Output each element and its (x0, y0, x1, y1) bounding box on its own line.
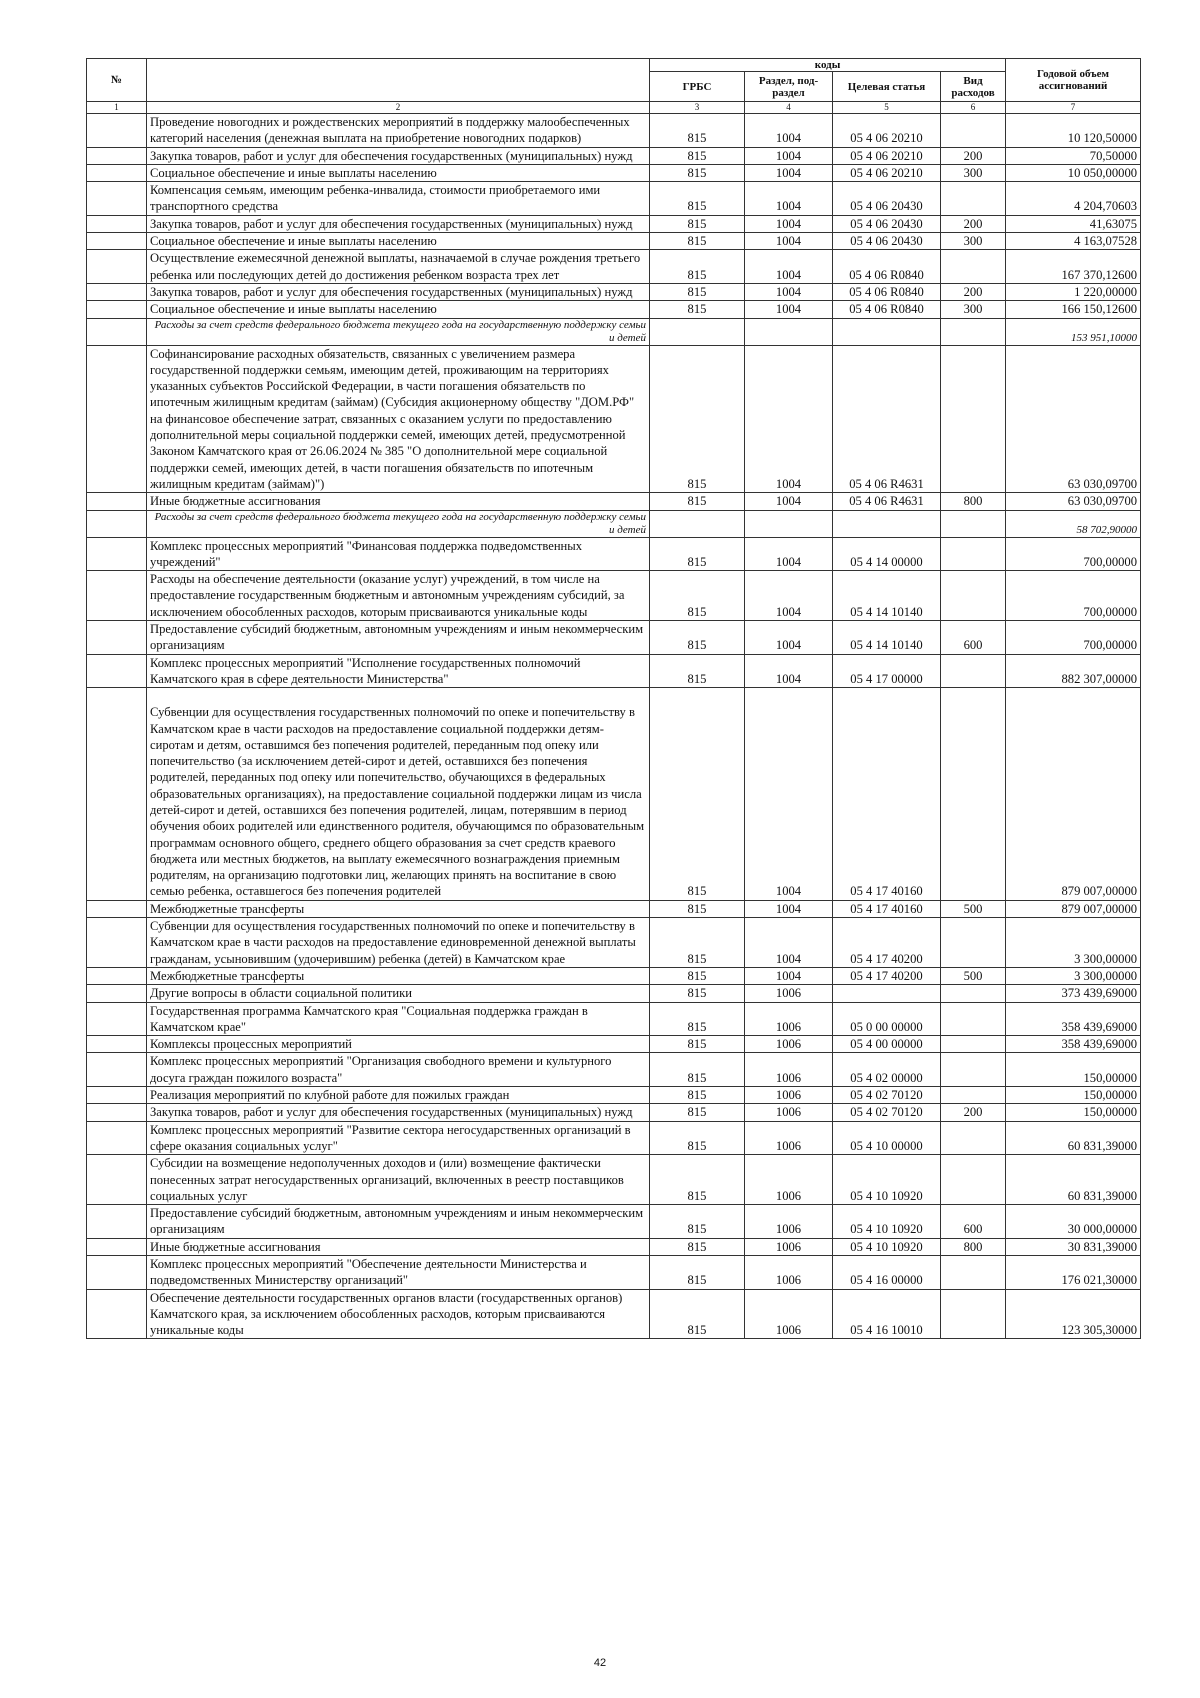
description-cell: Софинансирование расходных обязательств, связанных с увеличением размера государственной поддержки семьям, имеющим детей, проживающим на территориях указанных субъектов Российской Федерации, в части погашения обязательств по ипотечным жилищным кредитам (займам) (Субсидия акционерному обществу "ДОМ.РФ" на финансовое обеспечение затрат, связанных с оказанием услуги по предоставлению дополнительной меры социальной поддержки семей, имеющих детей, предусмотренной Законом Камчатского края от 26.06.2024 № 385 "О дополнительной мере социальной поддержки семей, имеющих детей, в части погашения обязательств по ипотечным жилищным кредитам (займам)") (147, 345, 650, 493)
expense-kind-cell (941, 1155, 1006, 1205)
description-cell: Комплекс процессных мероприятий "Финансовая поддержка подведомственных учреждений" (147, 537, 650, 571)
section-cell: 1004 (745, 493, 833, 510)
description-cell: Закупка товаров, работ и услуг для обеспечения государственных (муниципальных) нужд (147, 147, 650, 164)
row-number-cell (87, 1205, 147, 1239)
expense-kind-cell (941, 985, 1006, 1002)
section-cell: 1004 (745, 654, 833, 688)
description-cell: Расходы на обеспечение деятельности (оказание услуг) учреждений, в том числе на предоставление государственным бюджетным и автономным учреждениям субсидий, за исключением обособленных расходов, которым присваиваются уникальные коды (147, 571, 650, 621)
grbs-cell: 815 (650, 1256, 745, 1290)
grbs-cell: 815 (650, 1205, 745, 1239)
amount-cell: 373 439,69000 (1006, 985, 1141, 1002)
table-row (87, 621, 1141, 655)
amount-cell: 879 007,00000 (1006, 688, 1141, 901)
expense-kind-cell (941, 918, 1006, 968)
amount-cell: 4 204,70603 (1006, 182, 1141, 216)
amount-cell: 882 307,00000 (1006, 654, 1141, 688)
section-cell: 1004 (745, 182, 833, 216)
description-cell: Межбюджетные трансферты (147, 967, 650, 984)
grbs-cell: 815 (650, 537, 745, 571)
row-number-cell (87, 654, 147, 688)
row-number-cell (87, 182, 147, 216)
amount-cell: 70,50000 (1006, 147, 1141, 164)
description-cell: Субсидии на возмещение недополученных доходов и (или) возмещение фактически понесенных затрат негосударственных организаций, включенных в реестр поставщиков социальных услуг (147, 1155, 650, 1205)
description-cell: Иные бюджетные ассигнования (147, 493, 650, 510)
section-cell: 1004 (745, 164, 833, 181)
description-cell: Социальное обеспечение и иные выплаты населению (147, 301, 650, 318)
expense-kind-cell (941, 250, 1006, 284)
grbs-cell: 815 (650, 1053, 745, 1087)
description-cell: Субвенции для осуществления государственных полномочий по опеке и попечительству в Камчатском крае в части расходов на предоставление социальной поддержки детям-сиротам и детям, оставшимся без попечения родителей, переданным под опеку или попечительство (за исключением детей-сирот и детей, оставшихся без попечения родителей, переданных под опеку или попечительство, обучающихся в федеральных образовательных организациях), на предоставление социальной поддержки лицам из числа детей-сирот и детей, оставшихся без попечения родителей, лицам, потерявшим в период обучения обоих родителей или единственного родителя, обучающимся по образовательным программам основного общего, среднего общего образования за счет средств краевого бюджета или местных бюджетов, на выплату ежемесячного вознаграждения приемным родителям, на организацию подготовки лиц, желающих принять на воспитание в свою семью ребенка, оставшегося без попечения родителей (147, 688, 650, 901)
description-cell: Другие вопросы в области социальной политики (147, 985, 650, 1002)
target-article-cell: 05 4 06 R0840 (833, 283, 941, 300)
description-cell: Закупка товаров, работ и услуг для обеспечения государственных (муниципальных) нужд (147, 215, 650, 232)
row-number-cell (87, 283, 147, 300)
target-article-cell: 05 4 06 20210 (833, 147, 941, 164)
table-row (87, 164, 1141, 181)
row-number-cell (87, 900, 147, 917)
amount-cell: 63 030,09700 (1006, 493, 1141, 510)
header-target-article: Целевая статья (833, 72, 941, 102)
row-number-cell (87, 147, 147, 164)
section-cell: 1004 (745, 114, 833, 148)
description-cell: Реализация мероприятий по клубной работе для пожилых граждан (147, 1087, 650, 1104)
table-row (87, 571, 1141, 621)
description-cell: Закупка товаров, работ и услуг для обеспечения государственных (муниципальных) нужд (147, 1104, 650, 1121)
table-row (87, 1053, 1141, 1087)
grbs-cell: 815 (650, 1155, 745, 1205)
target-article-cell: 05 4 06 20430 (833, 182, 941, 216)
grbs-cell: 815 (650, 621, 745, 655)
grbs-cell: 815 (650, 967, 745, 984)
amount-cell: 58 702,90000 (1006, 510, 1141, 537)
column-numbers-row (87, 102, 1141, 114)
row-number-cell (87, 688, 147, 901)
column-number: 4 (745, 102, 833, 114)
description-cell: Компенсация семьям, имеющим ребенка-инвалида, стоимости приобретаемого ими транспортного средства (147, 182, 650, 216)
target-article-cell: 05 4 16 10010 (833, 1289, 941, 1339)
row-number-cell (87, 345, 147, 493)
description-cell: Предоставление субсидий бюджетным, автономным учреждениям и иным некоммерческим организациям (147, 621, 650, 655)
table-row (87, 967, 1141, 984)
grbs-cell: 815 (650, 985, 745, 1002)
section-cell: 1006 (745, 1002, 833, 1036)
header-annual-volume: Годовой объем ассигнований (1006, 59, 1141, 102)
amount-cell: 123 305,30000 (1006, 1289, 1141, 1339)
expense-kind-cell (941, 318, 1006, 345)
section-cell: 1006 (745, 1036, 833, 1053)
target-article-cell: 05 4 02 70120 (833, 1104, 941, 1121)
grbs-cell: 815 (650, 1121, 745, 1155)
row-number-cell (87, 1036, 147, 1053)
grbs-cell: 815 (650, 114, 745, 148)
table-row (87, 654, 1141, 688)
grbs-cell: 815 (650, 571, 745, 621)
section-cell: 1006 (745, 1289, 833, 1339)
federal-funds-row (87, 510, 1141, 537)
target-article-cell: 05 4 06 R4631 (833, 493, 941, 510)
target-article-cell: 05 4 06 20210 (833, 164, 941, 181)
budget-document (86, 58, 1140, 1339)
description-cell: Комплексы процессных мероприятий (147, 1036, 650, 1053)
expense-kind-cell (941, 1053, 1006, 1087)
expense-kind-cell: 200 (941, 215, 1006, 232)
description-cell: Государственная программа Камчатского края "Социальная поддержка граждан в Камчатском крае" (147, 1002, 650, 1036)
section-cell: 1006 (745, 1087, 833, 1104)
grbs-cell: 815 (650, 1104, 745, 1121)
page-number: 42 (593, 1657, 607, 1669)
table-row (87, 114, 1141, 148)
row-number-cell (87, 1121, 147, 1155)
amount-cell: 60 831,39000 (1006, 1121, 1141, 1155)
table-body (87, 114, 1141, 1339)
header-number: № (87, 59, 147, 102)
section-cell: 1004 (745, 900, 833, 917)
table-row (87, 1104, 1141, 1121)
amount-cell: 4 163,07528 (1006, 233, 1141, 250)
table-row (87, 1256, 1141, 1290)
row-number-cell (87, 1155, 147, 1205)
section-cell: 1004 (745, 233, 833, 250)
table-row (87, 283, 1141, 300)
expense-kind-cell (941, 654, 1006, 688)
description-cell: Закупка товаров, работ и услуг для обеспечения государственных (муниципальных) нужд (147, 283, 650, 300)
amount-cell: 358 439,69000 (1006, 1036, 1141, 1053)
amount-cell: 30 831,39000 (1006, 1238, 1141, 1255)
section-cell: 1004 (745, 147, 833, 164)
amount-cell: 3 300,00000 (1006, 967, 1141, 984)
target-article-cell (833, 985, 941, 1002)
expense-kind-cell: 200 (941, 147, 1006, 164)
expense-kind-cell: 600 (941, 621, 1006, 655)
row-number-cell (87, 233, 147, 250)
table-row (87, 233, 1141, 250)
header-section: Раздел, под-раздел (745, 72, 833, 102)
expense-kind-cell: 500 (941, 900, 1006, 917)
amount-cell: 700,00000 (1006, 621, 1141, 655)
row-number-cell (87, 114, 147, 148)
target-article-cell: 05 4 14 10140 (833, 621, 941, 655)
federal-funds-row (87, 318, 1141, 345)
section-cell (745, 510, 833, 537)
expense-kind-cell (941, 114, 1006, 148)
expense-kind-cell (941, 1256, 1006, 1290)
section-cell: 1004 (745, 918, 833, 968)
row-number-cell (87, 537, 147, 571)
grbs-cell: 815 (650, 1002, 745, 1036)
row-number-cell (87, 967, 147, 984)
row-number-cell (87, 621, 147, 655)
target-article-cell: 05 4 06 20430 (833, 233, 941, 250)
target-article-cell: 05 4 06 R4631 (833, 345, 941, 493)
table-row (87, 301, 1141, 318)
target-article-cell: 05 4 17 00000 (833, 654, 941, 688)
table-row (87, 250, 1141, 284)
target-article-cell: 05 4 00 00000 (833, 1036, 941, 1053)
grbs-cell: 815 (650, 147, 745, 164)
row-number-cell (87, 1104, 147, 1121)
amount-cell: 1 220,00000 (1006, 283, 1141, 300)
column-number: 2 (147, 102, 650, 114)
target-article-cell: 05 4 10 10920 (833, 1238, 941, 1255)
grbs-cell: 815 (650, 900, 745, 917)
row-number-cell (87, 1238, 147, 1255)
table-row (87, 182, 1141, 216)
expense-kind-cell (941, 688, 1006, 901)
target-article-cell: 05 4 06 R0840 (833, 301, 941, 318)
grbs-cell: 815 (650, 215, 745, 232)
section-cell: 1004 (745, 301, 833, 318)
expense-kind-cell: 500 (941, 967, 1006, 984)
section-cell: 1004 (745, 537, 833, 571)
header-grbs: ГРБС (650, 72, 745, 102)
expense-kind-cell (941, 571, 1006, 621)
table-row (87, 900, 1141, 917)
row-number-cell (87, 1087, 147, 1104)
target-article-cell: 05 4 17 40200 (833, 918, 941, 968)
target-article-cell: 05 4 06 20210 (833, 114, 941, 148)
column-number: 1 (87, 102, 147, 114)
expense-kind-cell: 800 (941, 1238, 1006, 1255)
expense-kind-cell: 200 (941, 283, 1006, 300)
section-cell: 1006 (745, 1238, 833, 1255)
section-cell: 1004 (745, 283, 833, 300)
table-row (87, 1205, 1141, 1239)
column-number: 6 (941, 102, 1006, 114)
row-number-cell (87, 301, 147, 318)
target-article-cell: 05 4 16 00000 (833, 1256, 941, 1290)
column-number: 3 (650, 102, 745, 114)
row-number-cell (87, 1289, 147, 1339)
row-number-cell (87, 571, 147, 621)
grbs-cell: 815 (650, 918, 745, 968)
description-cell: Комплекс процессных мероприятий "Организация свободного времени и культурного досуга граждан пожилого возраста" (147, 1053, 650, 1087)
table-row (87, 215, 1141, 232)
amount-cell: 176 021,30000 (1006, 1256, 1141, 1290)
expense-kind-cell (941, 182, 1006, 216)
row-number-cell (87, 318, 147, 345)
section-cell: 1004 (745, 250, 833, 284)
grbs-cell: 815 (650, 1087, 745, 1104)
description-cell: Расходы за счет средств федерального бюджета текущего года на государственную поддержку семьи и детей (147, 318, 650, 345)
amount-cell: 879 007,00000 (1006, 900, 1141, 917)
table-row (87, 1036, 1141, 1053)
row-number-cell (87, 985, 147, 1002)
table-row (87, 1238, 1141, 1255)
target-article-cell: 05 4 10 00000 (833, 1121, 941, 1155)
expense-kind-cell: 300 (941, 164, 1006, 181)
section-cell: 1006 (745, 1256, 833, 1290)
table-header (87, 59, 1141, 114)
description-cell: Расходы за счет средств федерального бюджета текущего года на государственную поддержку семьи и детей (147, 510, 650, 537)
amount-cell: 358 439,69000 (1006, 1002, 1141, 1036)
description-cell: Комплекс процессных мероприятий "Обеспечение деятельности Министерства и подведомственных Министерству организаций" (147, 1256, 650, 1290)
expense-kind-cell (941, 510, 1006, 537)
amount-cell: 150,00000 (1006, 1053, 1141, 1087)
target-article-cell: 05 4 14 00000 (833, 537, 941, 571)
amount-cell: 150,00000 (1006, 1087, 1141, 1104)
row-number-cell (87, 1256, 147, 1290)
target-article-cell: 05 4 10 10920 (833, 1205, 941, 1239)
grbs-cell: 815 (650, 182, 745, 216)
section-cell: 1004 (745, 621, 833, 655)
expense-kind-cell (941, 1289, 1006, 1339)
grbs-cell (650, 318, 745, 345)
section-cell: 1006 (745, 1155, 833, 1205)
grbs-cell: 815 (650, 283, 745, 300)
expense-kind-cell: 800 (941, 493, 1006, 510)
target-article-cell: 05 4 17 40160 (833, 688, 941, 901)
description-cell: Комплекс процессных мероприятий "Исполнение государственных полномочий Камчатского края в сфере деятельности Министерства" (147, 654, 650, 688)
expense-kind-cell (941, 1002, 1006, 1036)
grbs-cell: 815 (650, 233, 745, 250)
description-cell: Социальное обеспечение и иные выплаты населению (147, 164, 650, 181)
column-number: 5 (833, 102, 941, 114)
table-row (87, 1002, 1141, 1036)
expense-kind-cell (941, 537, 1006, 571)
target-article-cell: 05 4 02 70120 (833, 1087, 941, 1104)
grbs-cell (650, 510, 745, 537)
amount-cell: 3 300,00000 (1006, 918, 1141, 968)
column-number: 7 (1006, 102, 1141, 114)
row-number-cell (87, 1002, 147, 1036)
description-cell: Обеспечение деятельности государственных органов власти (государственных органов) Камчатского края, за исключением обособленных расходов, которым присваиваются уникальные коды (147, 1289, 650, 1339)
description-cell: Межбюджетные трансферты (147, 900, 650, 917)
grbs-cell: 815 (650, 493, 745, 510)
description-cell: Комплекс процессных мероприятий "Развитие сектора негосударственных организаций в сфере оказания социальных услуг" (147, 1121, 650, 1155)
grbs-cell: 815 (650, 164, 745, 181)
target-article-cell: 05 0 00 00000 (833, 1002, 941, 1036)
row-number-cell (87, 1053, 147, 1087)
section-cell: 1006 (745, 1053, 833, 1087)
amount-cell: 700,00000 (1006, 537, 1141, 571)
section-cell: 1004 (745, 215, 833, 232)
grbs-cell: 815 (650, 1238, 745, 1255)
row-number-cell (87, 918, 147, 968)
grbs-cell: 815 (650, 250, 745, 284)
target-article-cell: 05 4 17 40200 (833, 967, 941, 984)
table-row (87, 1155, 1141, 1205)
amount-cell: 30 000,00000 (1006, 1205, 1141, 1239)
expense-kind-cell (941, 345, 1006, 493)
grbs-cell: 815 (650, 654, 745, 688)
table-row (87, 688, 1141, 901)
description-cell: Субвенции для осуществления государственных полномочий по опеке и попечительству в Камчатском крае в части расходов на предоставление единовременной денежной выплаты гражданам, усыновившим (удочерившим) ребенка (детей) в Камчатском крае (147, 918, 650, 968)
table-row (87, 1087, 1141, 1104)
amount-cell: 167 370,12600 (1006, 250, 1141, 284)
table-row (87, 345, 1141, 493)
section-cell: 1004 (745, 571, 833, 621)
target-article-cell: 05 4 10 10920 (833, 1155, 941, 1205)
target-article-cell (833, 510, 941, 537)
expense-kind-cell (941, 1036, 1006, 1053)
target-article-cell: 05 4 02 00000 (833, 1053, 941, 1087)
target-article-cell: 05 4 17 40160 (833, 900, 941, 917)
table-row (87, 493, 1141, 510)
expense-kind-cell: 300 (941, 233, 1006, 250)
description-cell: Иные бюджетные ассигнования (147, 1238, 650, 1255)
section-cell (745, 318, 833, 345)
budget-table (86, 58, 1141, 1339)
amount-cell: 60 831,39000 (1006, 1155, 1141, 1205)
target-article-cell: 05 4 14 10140 (833, 571, 941, 621)
table-row (87, 1289, 1141, 1339)
table-row (87, 147, 1141, 164)
header-expense-kind: Вид расходов (941, 72, 1006, 102)
target-article-cell (833, 318, 941, 345)
row-number-cell (87, 510, 147, 537)
expense-kind-cell (941, 1121, 1006, 1155)
table-row (87, 918, 1141, 968)
header-codes: коды (650, 59, 1006, 72)
expense-kind-cell: 600 (941, 1205, 1006, 1239)
row-number-cell (87, 215, 147, 232)
row-number-cell (87, 250, 147, 284)
section-cell: 1006 (745, 1121, 833, 1155)
section-cell: 1006 (745, 1205, 833, 1239)
target-article-cell: 05 4 06 20430 (833, 215, 941, 232)
grbs-cell: 815 (650, 301, 745, 318)
grbs-cell: 815 (650, 345, 745, 493)
row-number-cell (87, 493, 147, 510)
section-cell: 1006 (745, 1104, 833, 1121)
section-cell: 1004 (745, 345, 833, 493)
description-cell: Предоставление субсидий бюджетным, автономным учреждениям и иным некоммерческим организациям (147, 1205, 650, 1239)
section-cell: 1004 (745, 967, 833, 984)
table-row (87, 537, 1141, 571)
description-cell: Социальное обеспечение и иные выплаты населению (147, 233, 650, 250)
grbs-cell: 815 (650, 688, 745, 901)
description-cell: Проведение новогодних и рождественских мероприятий в поддержку малообеспеченных категорий населения (денежная выплата на приобретение новогодних подарков) (147, 114, 650, 148)
amount-cell: 41,63075 (1006, 215, 1141, 232)
expense-kind-cell (941, 1087, 1006, 1104)
amount-cell: 166 150,12600 (1006, 301, 1141, 318)
expense-kind-cell: 200 (941, 1104, 1006, 1121)
table-row (87, 985, 1141, 1002)
amount-cell: 10 120,50000 (1006, 114, 1141, 148)
section-cell: 1004 (745, 688, 833, 901)
description-cell: Осуществление ежемесячной денежной выплаты, назначаемой в случае рождения третьего ребенка или последующих детей до достижения ребенком возраста трех лет (147, 250, 650, 284)
section-cell: 1006 (745, 985, 833, 1002)
row-number-cell (87, 164, 147, 181)
amount-cell: 700,00000 (1006, 571, 1141, 621)
amount-cell: 153 951,10000 (1006, 318, 1141, 345)
expense-kind-cell: 300 (941, 301, 1006, 318)
amount-cell: 150,00000 (1006, 1104, 1141, 1121)
grbs-cell: 815 (650, 1289, 745, 1339)
amount-cell: 10 050,00000 (1006, 164, 1141, 181)
table-row (87, 1121, 1141, 1155)
amount-cell: 63 030,09700 (1006, 345, 1141, 493)
header-description (147, 59, 650, 102)
target-article-cell: 05 4 06 R0840 (833, 250, 941, 284)
grbs-cell: 815 (650, 1036, 745, 1053)
